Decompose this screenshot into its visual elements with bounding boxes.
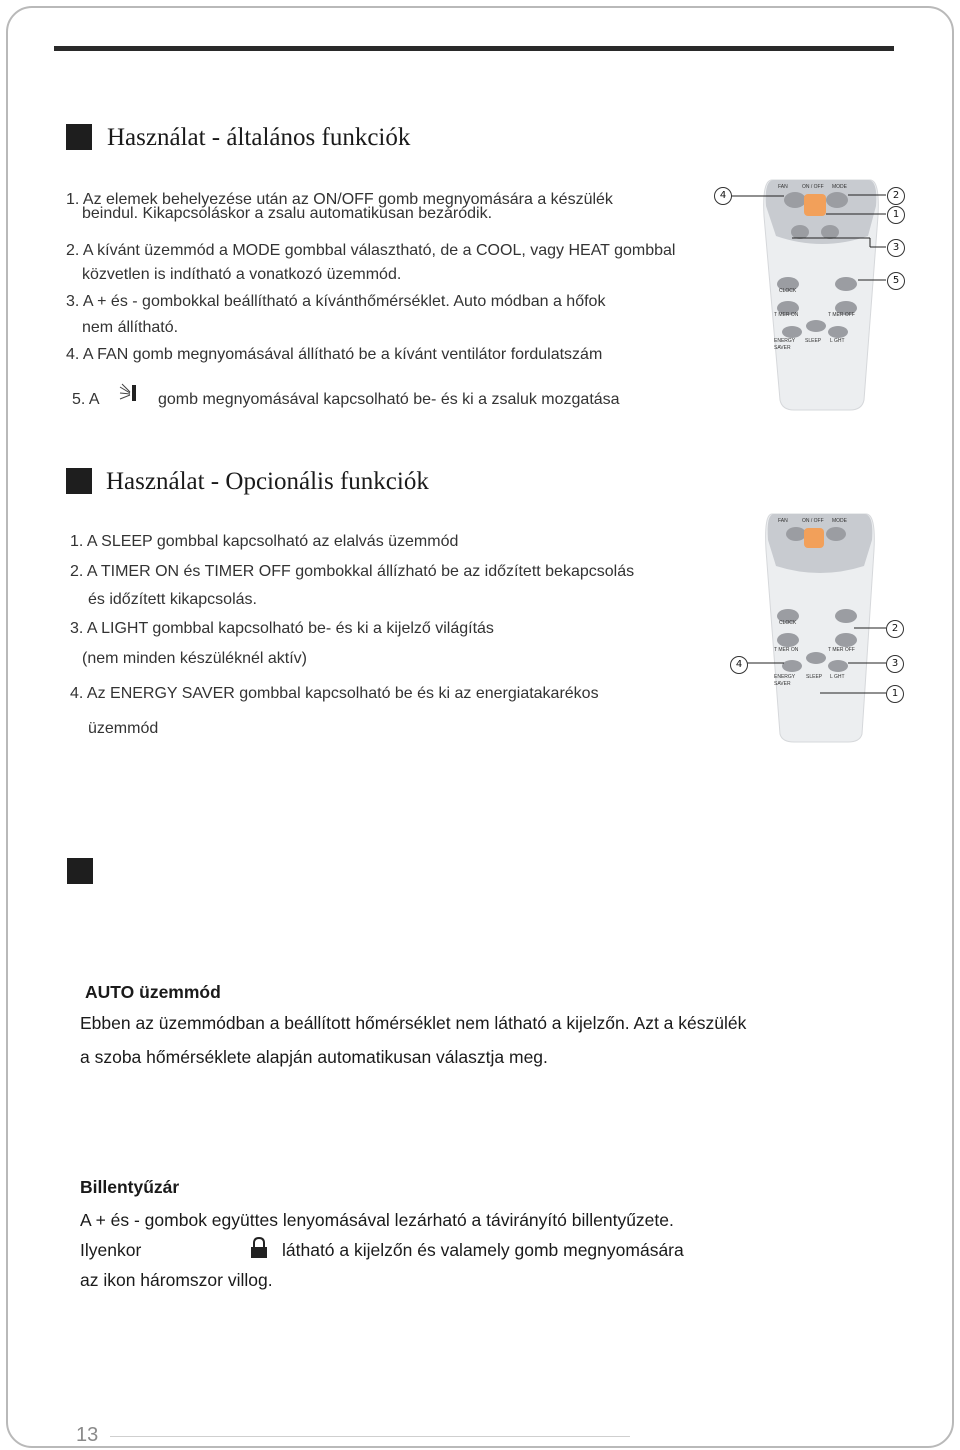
callout-5: 5: [887, 272, 905, 290]
callout-2: 2: [886, 620, 904, 638]
lock-text-line-prefix: Ilyenkor: [80, 1240, 142, 1260]
list-item: beindul. Kikapcsoláskor a zsalu automatikusan bezáródik.: [82, 205, 493, 222]
onoff-label: ON / OFF: [802, 518, 824, 524]
list-item: és időzített kikapcsolás.: [88, 591, 257, 608]
list-item: üzemmód: [88, 720, 159, 737]
callout-3: 3: [886, 655, 904, 673]
saver-label: SAVER: [774, 681, 791, 687]
lock-text-line: A + és - gombok együttes lenyomásával lezárható a távirányító billentyűzete.: [80, 1210, 674, 1230]
clock-label: CLOCK: [779, 620, 797, 626]
sleep-label: SLEEP: [805, 338, 822, 344]
onoff-label: ON / OFF: [802, 184, 824, 190]
callout-3: 3: [887, 239, 905, 257]
list-item: közvetlen is indítható a vonatkozó üzemmód.: [82, 266, 402, 283]
section-marker: [66, 468, 92, 494]
list-item-prefix: 5. A: [72, 391, 100, 408]
lock-text-line: látható a kijelzőn és valamely gomb megnyomására: [282, 1240, 684, 1260]
callout-2: 2: [887, 187, 905, 205]
swing-icon: [118, 382, 140, 406]
top-rule: [54, 46, 894, 51]
section-title-general: Használat - általános funkciók: [107, 124, 411, 151]
lock-icon: [248, 1236, 270, 1260]
list-item: 3. A LIGHT gombbal kapcsolható be- és ki a kijelző világítás: [70, 620, 494, 637]
auto-text-line: Ebben az üzemmódban a beállított hőmérséklet nem látható a kijelzőn. Azt a készülék: [80, 1013, 747, 1033]
lock-heading: Billentyűzár: [80, 1177, 180, 1197]
list-item: 3. A + és - gombokkal beállítható a kívánthőmérséklet. Auto módban a hőfok: [66, 293, 606, 310]
footer-rule: [110, 1436, 630, 1437]
fan-label: FAN: [778, 184, 788, 190]
timer-on-label: T MER ON: [774, 647, 799, 653]
mode-label: MODE: [832, 518, 847, 524]
callout-4: 4: [714, 187, 732, 205]
auto-heading: AUTO üzemmód: [85, 982, 221, 1002]
list-item: 1. Az elemek behelyezése után az ON/OFF gomb megnyomására a készülék: [66, 191, 613, 208]
timer-off-label: T MER OFF: [828, 312, 855, 318]
list-item: 1. A SLEEP gombbal kapcsolható az elalvás üzemmód: [70, 533, 459, 550]
timer-on-label: T MER ON: [774, 312, 799, 318]
auto-text-line: a szoba hőmérséklete alapján automatikusan választja meg.: [80, 1047, 548, 1067]
section-marker: [67, 858, 93, 884]
list-item: (nem minden készüléknél aktív): [82, 650, 307, 667]
saver-label: SAVER: [774, 345, 791, 351]
callout-1: 1: [887, 206, 905, 224]
clock-label: CLOCK: [779, 288, 797, 294]
energy-label: ENERGY: [774, 338, 796, 344]
section-title-optional: Használat - Opcionális funkciók: [106, 468, 429, 495]
fan-label: FAN: [778, 518, 788, 524]
list-item: 4. Az ENERGY SAVER gombbal kapcsolható be és ki az energiatakarékos: [70, 685, 599, 702]
callout-1: 1: [886, 685, 904, 703]
timer-off-label: T MER OFF: [828, 647, 855, 653]
lock-text-line: az ikon háromszor villog.: [80, 1270, 273, 1290]
mode-label: MODE: [832, 184, 847, 190]
light-label: L GHT: [830, 674, 845, 680]
list-item: 2. A kívánt üzemmód a MODE gombbal választható, de a COOL, vagy HEAT gombbal: [66, 242, 676, 259]
list-item: gomb megnyomásával kapcsolható be- és ki a zsaluk mozgatása: [158, 391, 620, 408]
section-marker: [66, 124, 92, 150]
light-label: L GHT: [830, 338, 845, 344]
sleep-label: SLEEP: [806, 674, 823, 680]
callout-4: 4: [730, 656, 748, 674]
list-item: nem állítható.: [82, 319, 179, 336]
energy-label: ENERGY: [774, 674, 796, 680]
list-item: 4. A FAN gomb megnyomásával állítható be a kívánt ventilátor fordulatszám: [66, 346, 603, 363]
page-number: 13: [76, 1424, 99, 1446]
list-item: 2. A TIMER ON és TIMER OFF gombokkal állízható be az időzített bekapcsolás: [70, 563, 635, 580]
